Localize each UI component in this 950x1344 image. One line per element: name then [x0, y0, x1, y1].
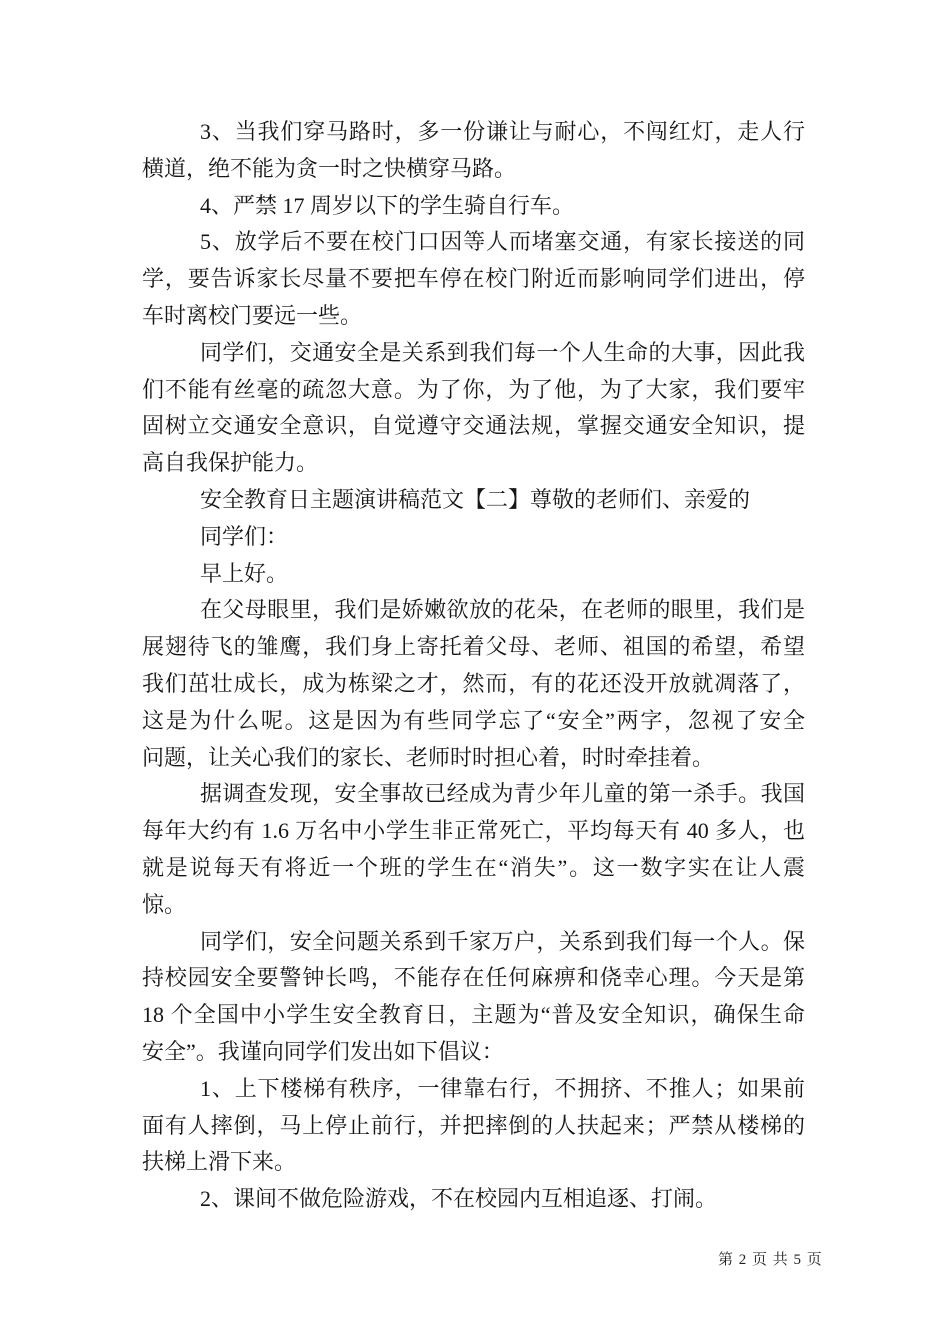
text-line: 展翅待飞的雏鹰，我们身上寄托着父母、老师、祖国的希望，希望 [142, 634, 805, 660]
text-line: 4、严禁 17 周岁以下的学生骑自行车。 [200, 192, 575, 218]
text-line: 扶梯上滑下来。 [142, 1149, 297, 1175]
text-line: 面有人摔倒，马上停止前行，并把摔倒的人扶起来；严禁从楼梯的 [142, 1112, 805, 1138]
text-line: 18 个全国中小学生安全教育日，主题为“普及安全知识，确保生命 [142, 1002, 805, 1028]
text-line: 问题，让关心我们的家长、老师时时担心着，时时牵挂着。 [142, 744, 715, 770]
text-line: 3、当我们穿马路时，多一份谦让与耐心，不闯红灯，走人行 [200, 119, 805, 144]
text-line: 同学们，安全问题关系到千家万户，关系到我们每一个人。保 [200, 928, 805, 954]
text-line: 我们茁壮成长，成为栋梁之才，然而，有的花还没开放就凋落了， [142, 670, 805, 696]
text-line: 惊。 [142, 891, 187, 917]
page-number-footer: 第 2 页 共 5 页 [718, 1252, 823, 1268]
text-line: 每年大约有 1.6 万名中小学生非正常死亡，平均每天有 40 多人，也 [142, 818, 805, 844]
text-line: 同学们： [200, 523, 289, 549]
text-line: 车时离校门要远一些。 [142, 302, 363, 328]
text-line: 安全教育日主题演讲稿范文【二】尊敬的老师们、亲爱的 [200, 486, 751, 512]
text-line: 2、课间不做危险游戏，不在校园内互相追逐、打闹。 [200, 1186, 718, 1212]
text-line: 学，要告诉家长尽量不要把车停在校门附近而影响同学们进出，停 [142, 266, 805, 292]
text-line: 早上好。 [200, 560, 289, 586]
text-line: 高自我保护能力。 [142, 450, 319, 476]
text-line: 据调查发现，安全事故已经成为青少年儿童的第一杀手。我国 [200, 781, 805, 807]
text-line: 们不能有丝毫的疏忽大意。为了你，为了他，为了大家，我们要牢 [142, 376, 805, 402]
text-line: 这是为什么呢。这是因为有些同学忘了“安全”两字，忽视了安全 [142, 707, 805, 733]
text-line: 持校园安全要警钟长鸣，不能存在任何麻痹和侥幸心理。今天是第 [142, 965, 805, 991]
text-line: 同学们，交通安全是关系到我们每一个人生命的大事，因此我 [200, 339, 805, 365]
text-line: 就是说每天有将近一个班的学生在“消失”。这一数字实在让人震 [142, 854, 805, 880]
text-line: 安全”。我谨向同学们发出如下倡议： [142, 1038, 504, 1064]
text-line: 横道，绝不能为贪一时之快横穿马路。 [142, 155, 517, 181]
text-line: 5、放学后不要在校门口因等人而堵塞交通，有家长接送的同 [200, 229, 805, 255]
text-line: 在父母眼里，我们是娇嫩欲放的花朵，在老师的眼里，我们是 [200, 597, 805, 623]
text-line: 固树立交通安全意识，自觉遵守交通法规，掌握交通安全知识，提 [142, 413, 805, 439]
text-lines [142, 114, 805, 1218]
text-line: 1、上下楼梯有秩序，一律靠右行，不拥挤、不推人；如果前 [200, 1075, 805, 1101]
